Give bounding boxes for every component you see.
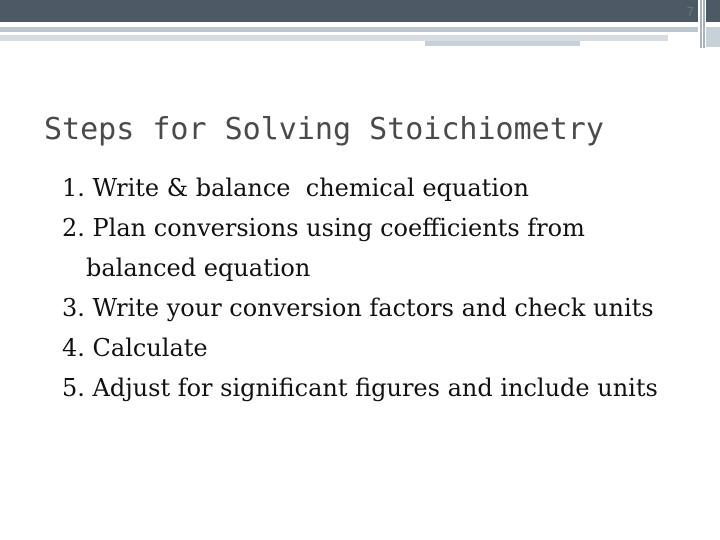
step-text: 3. Write your conversion factors and check units	[62, 294, 654, 322]
header-divider-line	[703, 0, 705, 48]
header-band-right	[706, 0, 720, 22]
header-accent-stripe	[425, 41, 580, 46]
step-text: 2. Plan conversions using coefficients from balanced equation	[62, 214, 593, 282]
step-text: 1. Write & balance chemical equation	[62, 174, 529, 202]
step-text: 5. Adjust for significant figures and include units	[62, 374, 658, 402]
list-item	[62, 328, 702, 368]
list-item	[62, 208, 702, 288]
list-item	[62, 368, 702, 408]
step-text: 4. Calculate	[62, 334, 208, 362]
header-divider-line	[700, 0, 702, 48]
list-item	[62, 168, 702, 208]
list-item	[62, 288, 702, 328]
slide-number: 7	[686, 4, 694, 19]
header-band	[0, 0, 698, 22]
slide-title: Steps for Solving Stoichiometry	[44, 112, 604, 147]
header-corner-block	[706, 27, 720, 47]
steps-list	[62, 168, 702, 408]
